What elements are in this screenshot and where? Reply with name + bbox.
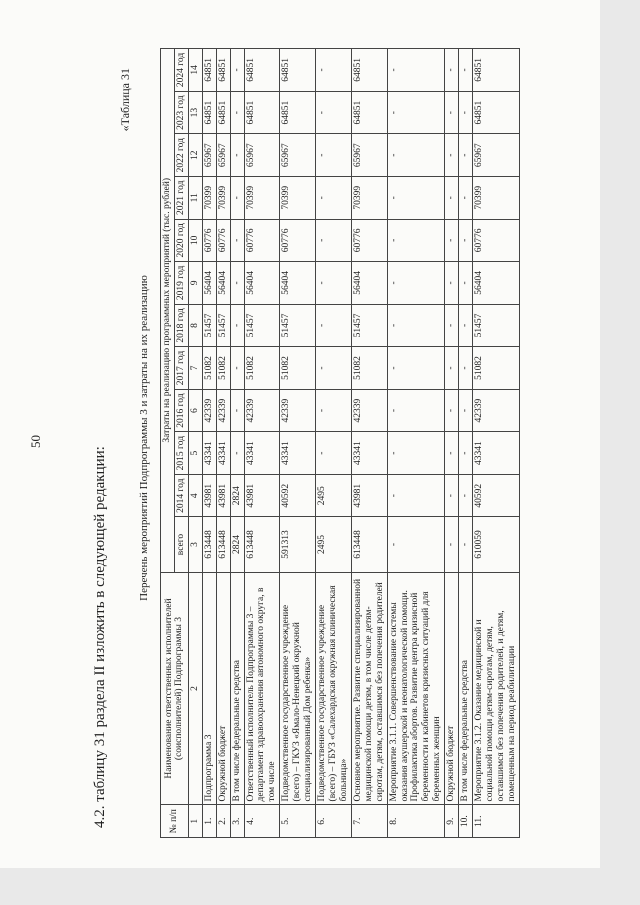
column-index-cell: 4 [188, 474, 202, 517]
cost-cell: - [459, 304, 473, 347]
cost-cell: 65967 [202, 134, 216, 177]
table-row [202, 49, 216, 838]
cost-cell: - [459, 347, 473, 390]
cost-cell: - [230, 219, 244, 262]
cost-cell: 65967 [216, 134, 230, 177]
column-index-cell: 14 [188, 49, 202, 92]
cost-cell: - [445, 176, 459, 219]
cost-cell: 65967 [473, 134, 520, 177]
cost-cell: - [387, 176, 445, 219]
header-year: 2016 год [174, 389, 188, 432]
cost-cell: 51082 [280, 347, 316, 390]
cost-cell: 70399 [351, 176, 387, 219]
row-number: 5. [280, 805, 316, 838]
cost-cell: 60776 [280, 219, 316, 262]
header-year: 2018 год [174, 304, 188, 347]
cost-cell: - [316, 389, 352, 432]
rotated-content [20, 28, 580, 848]
cost-cell: 51082 [244, 347, 280, 390]
cost-cell: 70399 [473, 176, 520, 219]
cost-cell: 51457 [473, 304, 520, 347]
cost-cell: 42339 [280, 389, 316, 432]
row-name: Основное мероприятие. Развитие специализированной медицинской помощи детям, в том числе детям-сиротам, детям, оставшимся без попечения родителей [351, 572, 387, 805]
cost-cell: - [387, 219, 445, 262]
cost-cell: 42339 [351, 389, 387, 432]
cost-cell: - [459, 517, 473, 572]
cost-cell: - [459, 432, 473, 475]
cost-cell: 60776 [216, 219, 230, 262]
cost-cell: 613448 [351, 517, 387, 572]
header-executor: Наименование ответственных исполнителей (соисполнителей) Подпрограммы 3 [161, 572, 189, 805]
cost-cell: - [316, 91, 352, 134]
cost-cell: - [459, 91, 473, 134]
cost-cell: - [387, 474, 445, 517]
cost-cell: - [230, 49, 244, 92]
cost-cell: 64851 [244, 91, 280, 134]
cost-cell: 51457 [216, 304, 230, 347]
cost-cell: - [445, 262, 459, 305]
table-row [216, 49, 230, 838]
cost-cell: 591313 [280, 517, 316, 572]
cost-cell: 64851 [280, 91, 316, 134]
cost-cell: - [387, 347, 445, 390]
cost-cell: - [445, 389, 459, 432]
cost-cell: 42339 [473, 389, 520, 432]
cost-cell: 43341 [473, 432, 520, 475]
cost-cell: - [387, 517, 445, 572]
cost-cell: 70399 [280, 176, 316, 219]
header-year: 2020 год [174, 219, 188, 262]
cost-cell: 43981 [244, 474, 280, 517]
row-number: 3. [230, 805, 244, 838]
cost-cell: 65967 [244, 134, 280, 177]
cost-cell: 64851 [216, 91, 230, 134]
cost-cell: - [459, 262, 473, 305]
table-row [280, 49, 316, 838]
cost-cell: - [445, 517, 459, 572]
cost-cell: - [316, 134, 352, 177]
row-name: Ответственный исполнитель Подпрограммы 3 – департамент здравоохранения автономного округа, в том числе [244, 572, 280, 805]
cost-cell: - [230, 91, 244, 134]
cost-cell: - [459, 219, 473, 262]
header-year: 2019 год [174, 262, 188, 305]
column-index-cell: 2 [188, 572, 202, 805]
row-number: 11. [473, 805, 520, 838]
header-year: 2017 год [174, 347, 188, 390]
cost-cell: 56404 [244, 262, 280, 305]
cost-cell: - [230, 176, 244, 219]
row-name: Мероприятие 3.1.2. Оказание медицинской и социальной помощи детям-сиротам, детям, оставшимся без попечения родителей, и детям, помещенным на период реабилитации [473, 572, 520, 805]
cost-cell: - [316, 49, 352, 92]
cost-cell: 51457 [202, 304, 216, 347]
table-row [244, 49, 280, 838]
cost-cell: 64851 [473, 91, 520, 134]
header-year: 2024 год [174, 49, 188, 92]
row-number: 4. [244, 805, 280, 838]
cost-cell: 64851 [351, 91, 387, 134]
column-index-cell: 12 [188, 134, 202, 177]
cost-cell: 51457 [244, 304, 280, 347]
cost-cell: 613448 [216, 517, 230, 572]
row-number: 6. [316, 805, 352, 838]
row-name: Подведомственное государственное учреждение (всего) – ГБУЗ «Салехардская окружная клиническая больница» [316, 572, 352, 805]
cost-cell: 613448 [202, 517, 216, 572]
cost-cell: 64851 [351, 49, 387, 92]
cost-cell: - [230, 262, 244, 305]
cost-cell: - [445, 347, 459, 390]
cost-cell: 56404 [202, 262, 216, 305]
column-index-cell: 8 [188, 304, 202, 347]
cost-cell: 64851 [280, 49, 316, 92]
cost-cell: 43981 [202, 474, 216, 517]
row-number: 9. [445, 805, 459, 838]
section-heading: 4.2. таблицу 31 раздела II изложить в следующей редакции: [92, 446, 108, 828]
column-index-cell: 5 [188, 432, 202, 475]
cost-cell: - [459, 176, 473, 219]
cost-cell: 43341 [202, 432, 216, 475]
header-costs-group: Затраты на реализацию программных мероприятий (тыс. рублей) [161, 49, 175, 573]
cost-cell: - [445, 49, 459, 92]
cost-cell: 65967 [351, 134, 387, 177]
cost-cell: 2495 [316, 474, 352, 517]
page-number: 50 [28, 435, 43, 448]
cost-cell: - [316, 347, 352, 390]
expenses-table [160, 48, 520, 838]
cost-cell: 43341 [280, 432, 316, 475]
cost-cell: 70399 [216, 176, 230, 219]
cost-cell: - [445, 432, 459, 475]
cost-cell: 613448 [244, 517, 280, 572]
column-index-cell: 6 [188, 389, 202, 432]
cost-cell: - [230, 304, 244, 347]
header-year: 2023 год [174, 91, 188, 134]
cost-cell: 56404 [351, 262, 387, 305]
cost-cell: - [459, 389, 473, 432]
header-year: 2021 год [174, 176, 188, 219]
cost-cell: - [445, 134, 459, 177]
cost-cell: 56404 [280, 262, 316, 305]
table-subtitle: Перечень мероприятий Подпрограммы 3 и затраты на их реализацию [138, 275, 150, 601]
cost-cell: 43981 [216, 474, 230, 517]
row-name: Окружной бюджет [445, 572, 459, 805]
cost-cell: 610059 [473, 517, 520, 572]
row-number: 10. [459, 805, 473, 838]
cost-cell: - [230, 432, 244, 475]
cost-cell: 40592 [280, 474, 316, 517]
cost-cell: 2495 [316, 517, 352, 572]
cost-cell: - [387, 389, 445, 432]
table-row [459, 49, 473, 838]
cost-cell: 60776 [202, 219, 216, 262]
cost-cell: 64851 [216, 49, 230, 92]
column-index-cell: 13 [188, 91, 202, 134]
cost-cell: 60776 [473, 219, 520, 262]
row-name: Подведомственное государственное учреждение (всего) – ГКУЗ «Ямало-Ненецкий окружной специализированный Дом ребенка» [280, 572, 316, 805]
cost-cell: 65967 [280, 134, 316, 177]
cost-cell: 64851 [202, 49, 216, 92]
row-number: 2. [216, 805, 230, 838]
table-number: «Таблица 31 [118, 68, 132, 132]
column-index-cell: 11 [188, 176, 202, 219]
row-number: 1. [202, 805, 216, 838]
row-number: 7. [351, 805, 387, 838]
table-row [230, 49, 244, 838]
row-number: 8. [387, 805, 445, 838]
cost-cell: - [445, 91, 459, 134]
cost-cell: 2824 [230, 474, 244, 517]
cost-cell: - [459, 134, 473, 177]
cost-cell: - [316, 432, 352, 475]
cost-cell: 64851 [202, 91, 216, 134]
cost-cell: - [230, 134, 244, 177]
cost-cell: 51457 [351, 304, 387, 347]
cost-cell: - [387, 262, 445, 305]
cost-cell: 51457 [280, 304, 316, 347]
cost-cell: 60776 [351, 219, 387, 262]
header-year: 2015 год [174, 432, 188, 475]
cost-cell: - [459, 474, 473, 517]
cost-cell: - [316, 219, 352, 262]
cost-cell: - [230, 347, 244, 390]
row-name: Мероприятие 3.1.1. Совершенствование системы оказания акушерской и неонатологической помощи. Профилактика абортов. Развитие центра кризисной беременности и кабинетов кризисных ситуаций для беременных женщин [387, 572, 445, 805]
cost-cell: 43981 [351, 474, 387, 517]
cost-cell: 51082 [351, 347, 387, 390]
cost-cell: 56404 [216, 262, 230, 305]
cost-cell: - [387, 49, 445, 92]
header-year: 2014 год [174, 474, 188, 517]
row-name: В том числе федеральные средства [230, 572, 244, 805]
cost-cell: 56404 [473, 262, 520, 305]
column-index-cell: 7 [188, 347, 202, 390]
table-row [473, 49, 520, 838]
cost-cell: 42339 [216, 389, 230, 432]
cost-cell: 64851 [473, 49, 520, 92]
cost-cell: - [445, 219, 459, 262]
table-row [351, 49, 387, 838]
cost-cell: - [445, 304, 459, 347]
cost-cell: 2824 [230, 517, 244, 572]
cost-cell: 43341 [244, 432, 280, 475]
cost-cell: - [316, 304, 352, 347]
cost-cell: 51082 [202, 347, 216, 390]
cost-cell: 60776 [244, 219, 280, 262]
cost-cell: - [445, 474, 459, 517]
cost-cell: 42339 [244, 389, 280, 432]
cost-cell: 43341 [216, 432, 230, 475]
table-row [445, 49, 459, 838]
cost-cell: 40592 [473, 474, 520, 517]
row-name: Подпрограмма 3 [202, 572, 216, 805]
cost-cell: - [316, 262, 352, 305]
cost-cell: 70399 [202, 176, 216, 219]
table-row [316, 49, 352, 838]
cost-cell: 42339 [202, 389, 216, 432]
column-index-cell: 10 [188, 219, 202, 262]
cost-cell: - [230, 389, 244, 432]
header-year: всего [174, 517, 188, 572]
cost-cell: - [387, 432, 445, 475]
cost-cell: 51082 [473, 347, 520, 390]
row-name: Окружной бюджет [216, 572, 230, 805]
cost-cell: - [387, 134, 445, 177]
cost-cell: 43341 [351, 432, 387, 475]
cost-cell: 51082 [216, 347, 230, 390]
column-index-cell: 3 [188, 517, 202, 572]
cost-cell: - [459, 49, 473, 92]
cost-cell: - [316, 176, 352, 219]
cost-cell: 70399 [244, 176, 280, 219]
cost-cell: 64851 [244, 49, 280, 92]
column-index-cell: 1 [188, 805, 202, 838]
header-year: 2022 год [174, 134, 188, 177]
cost-cell: - [387, 91, 445, 134]
row-name: В том числе федеральные средства [459, 572, 473, 805]
cost-cell: - [387, 304, 445, 347]
table-row [387, 49, 445, 838]
header-num: № п/п [161, 805, 189, 838]
column-index-cell: 9 [188, 262, 202, 305]
